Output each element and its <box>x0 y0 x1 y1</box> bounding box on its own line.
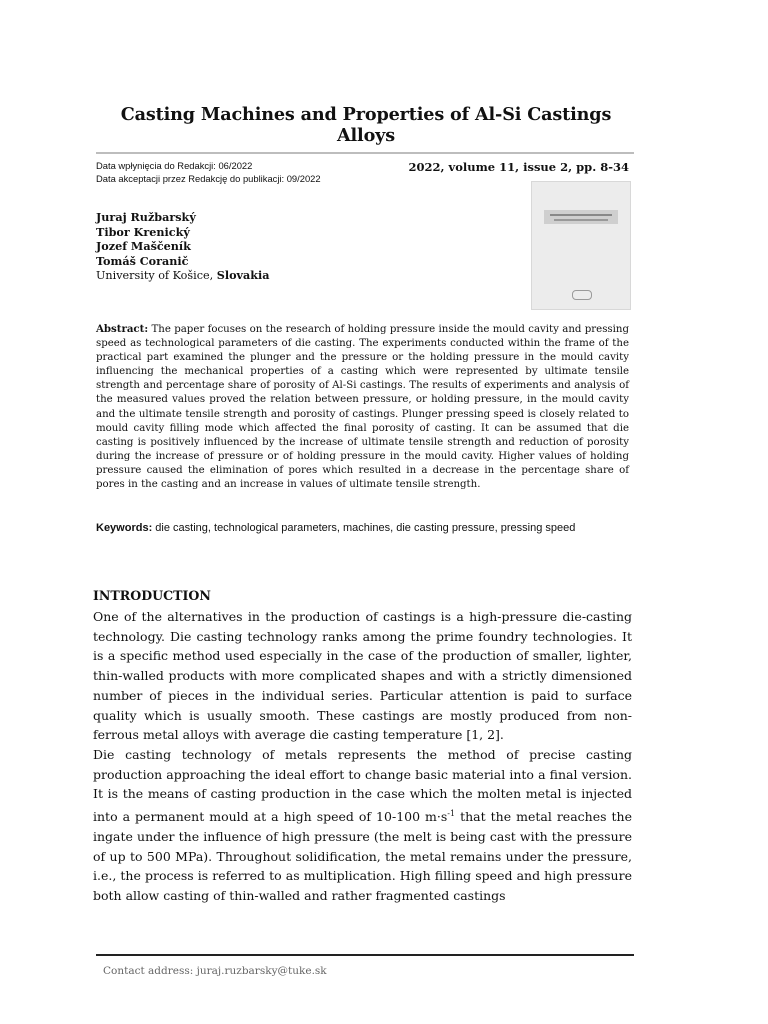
journal-cover-image <box>531 181 631 310</box>
paper-title: Casting Machines and Properties of Al-Si Castings Alloys <box>120 104 612 146</box>
volume-info: 2022, volume 11, issue 2, pp. 8-34 <box>408 160 629 174</box>
introduction-body <box>93 607 632 906</box>
affiliation <box>96 268 270 284</box>
superscript: -1 <box>447 809 456 819</box>
cover-text-line <box>554 219 608 221</box>
header-rule <box>96 152 634 154</box>
paragraph <box>93 745 632 906</box>
paragraph-text: Die casting technology of metals represents the method of precise casting production approaching the ideal effort to change basic material into a final version. It is the means of casting production in the case which the molten metal is injected into a permanent mould at a high speed of 10-100 m·s <box>93 746 632 825</box>
received-date: Data wpłynięcia do Redakcji: 06/2022 <box>96 160 253 171</box>
footer-rule <box>96 954 634 956</box>
abstract-label: Abstract: <box>96 323 149 335</box>
author-name: Tibor Krenický <box>96 224 190 239</box>
keywords <box>96 522 636 534</box>
author-name: Tomáš Coranič <box>96 253 189 268</box>
paragraph-text: that the metal reaches the ingate under the influence of high pressure (the melt is being cast with the pressure of up to 500 MPa). Throughout solidification, the metal remains under the pressure, i.e., the process is referred to as multiplication. High filling speed and high pressure both allow casting of thin-walled and rather fragmented castings <box>93 809 632 903</box>
abstract-text: The paper focuses on the research of holding pressure inside the mould cavity and pressing speed as technological parameters of die casting. The experiments conducted within the frame of the practical part examined the plunger and the pressure or the holding pressure in the mould cavity influencing the mechanical properties of a casting which were represented by ultimate tensile strength and percentage share of porosity of Al-Si castings. The results of experiments and analysis of the measured values proved the relation between pressure, or holding pressure, in the mould cavity and the ultimate tensile strength and porosity of castings. Plunger pressing speed is closely related to mould cavity filling mode which affected the final porosity of casting. It can be assumed that die casting is positively influenced by the increase of ultimate tensile strength and reduction of porosity during the increase of pressure or of holding pressure in the mould cavity. Higher values of holding pressure caused the elimination of pores which resulted in a decrease in the percentage share of pores in the casting and an increase in values of ultimate tensile strength. <box>96 324 629 491</box>
contact-address: Contact address: juraj.ruzbarsky@tuke.sk <box>103 965 327 977</box>
affiliation-university: University of Košice, <box>96 269 217 283</box>
author-name: Jozef Maščeník <box>96 239 191 254</box>
cover-logo-icon <box>572 290 592 300</box>
author-list <box>96 210 270 284</box>
paragraph: One of the alternatives in the production of castings is a high-pressure die-casting technology. Die casting technology ranks among the prime foundry technologies. It is a specific method used especially in the case of the production of smaller, lighter, thin-walled products with more complicated shapes and with a strictly dimensioned number of pieces in the individual series. Particular attention is paid to surface quality which is usually smooth. These castings are mostly produced from non-ferrous metal alloys with average die casting temperature [1, 2]. <box>93 609 632 743</box>
editorial-dates <box>96 159 321 185</box>
affiliation-country: Slovakia <box>216 268 270 283</box>
cover-title-band <box>544 210 618 224</box>
accepted-date: Data akceptacji przez Redakcję do publikacji: 09/2022 <box>96 173 321 184</box>
keywords-text: die casting, technological parameters, machines, die casting pressure, pressing speed <box>152 522 576 534</box>
cover-text-line <box>550 214 612 216</box>
abstract <box>96 322 629 492</box>
section-heading: INTRODUCTION <box>93 588 211 603</box>
author-name: Juraj Ružbarský <box>96 210 196 224</box>
keywords-label: Keywords: <box>96 522 153 534</box>
